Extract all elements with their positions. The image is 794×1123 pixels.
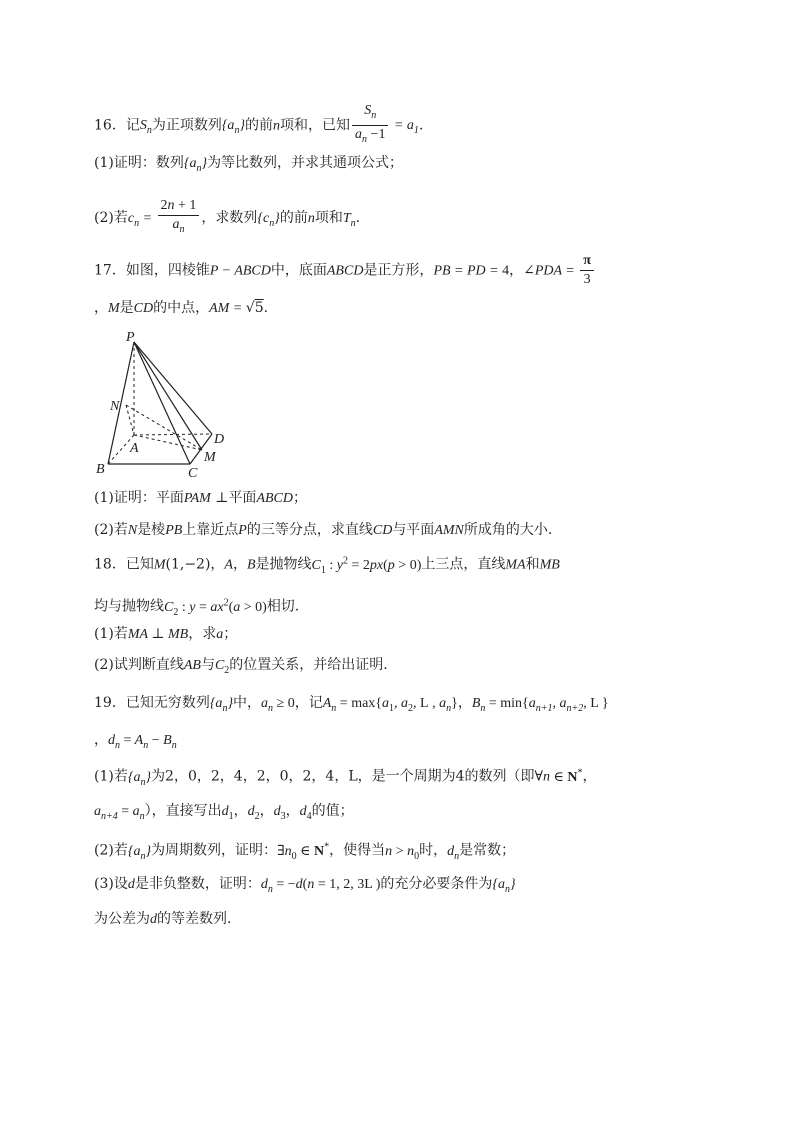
q19-label: 19．已知无穷数列 xyxy=(94,695,210,711)
q17-part1: (1)证明：平面PAM ⊥平面ABCD； xyxy=(94,490,307,506)
vertex-label-a: A xyxy=(130,441,139,456)
pyramid-figure xyxy=(94,327,234,477)
fraction: $\frac{2n + 1}{a_n}$ xyxy=(158,197,200,239)
q16-part2: (2)若$c_n$ = $\frac{2n + 1}{a_n}$ ，求数列$\{c_n\}$的前n项和$T_n$. xyxy=(94,197,360,239)
q16-part1: (1)证明：数列$\{a_n\}$为等比数列，并求其通项公式； xyxy=(94,155,404,174)
vertex-label-b: B xyxy=(96,462,105,477)
vertex-label-m: M xyxy=(204,450,216,465)
q18-stem-cont: 均与抛物线$C_2$ : $y = ax^2(a > 0)$相切. xyxy=(94,597,300,618)
q19-part3-cont: 为公差为d的等差数列. xyxy=(94,911,232,927)
q17-stem: 17．如图，四棱锥P − ABCD中，底面ABCD是正方形，PB = PD = 4，∠PDA = $\frac{\pi}{3}$ xyxy=(94,252,596,289)
q19-part1-cont: $a_{n+4} = a_n$），直接写出$d_1$，$d_2$，$d_3$，$d_4$的值； xyxy=(94,803,354,822)
fraction: $\frac{\pi}{3}$ xyxy=(580,252,594,289)
q18-label: 18．已知 xyxy=(94,556,154,573)
q19-part3: (3)设d是非负整数，证明：$d_n = -d(n = 1$, 2, 3L )的充分必要条件为$\{a_n\}$ xyxy=(94,876,516,895)
q19-stem: 19．已知无穷数列$\{a_n\}$中，$a_n \ge 0$，记$A_n = \max\{a_1$, $a_2$, L , $a_n$}，$B_n = \min\{a_{n+1}$, $a_{n+2}$, L } xyxy=(94,695,609,714)
q19-part2: (2)若$\{a_n\}$为周期数列，证明：$\exists n_0$ ∈ N*，使得当$n > n_0$时，$d_n$是常数； xyxy=(94,841,516,862)
q18-part2: (2)试判断直线AB与$C_2$的位置关系，并给出证明. xyxy=(94,657,388,676)
q16-label: 16．记 xyxy=(94,117,140,134)
fraction: $\frac{S_n}{a_n -1}$ xyxy=(352,102,388,149)
q18-part1: (1)若MA ⊥ MB，求a； xyxy=(94,626,238,642)
q17-part2: (2)若N是棱PB上靠近点P的三等分点，求直线CD与平面AMN所成角的大小. xyxy=(94,522,553,538)
vertex-label-p: P xyxy=(126,330,135,345)
q18-stem: 18．已知M(1,−2)，A，B是抛物线$C_1$ : $y^2 = 2px(p > 0)$上三点，直线MA和MB xyxy=(94,555,560,576)
q16-stem: 16．记$S_n$为正项数列$\{a_n\}$的前n项和，已知 $\frac{S_n}{a_n -1}$ = $a_1$. xyxy=(94,102,423,149)
q17-stem-cont: ，M是CD的中点，AM = √5. xyxy=(94,300,269,316)
vertex-label-c: C xyxy=(188,466,198,477)
q17-label: 17．如图，四棱锥 xyxy=(94,262,210,279)
vertex-label-d: D xyxy=(214,432,225,447)
q19-stem-cont: ，$d_n = A_n - B_n$ xyxy=(94,732,177,751)
q19-part1: (1)若$\{a_n\}$为2，0，2，4，2，0，2，4，L，是一个周期为4的数列（即∀n ∈ N*， xyxy=(94,767,597,788)
vertex-label-n: N xyxy=(110,399,120,414)
